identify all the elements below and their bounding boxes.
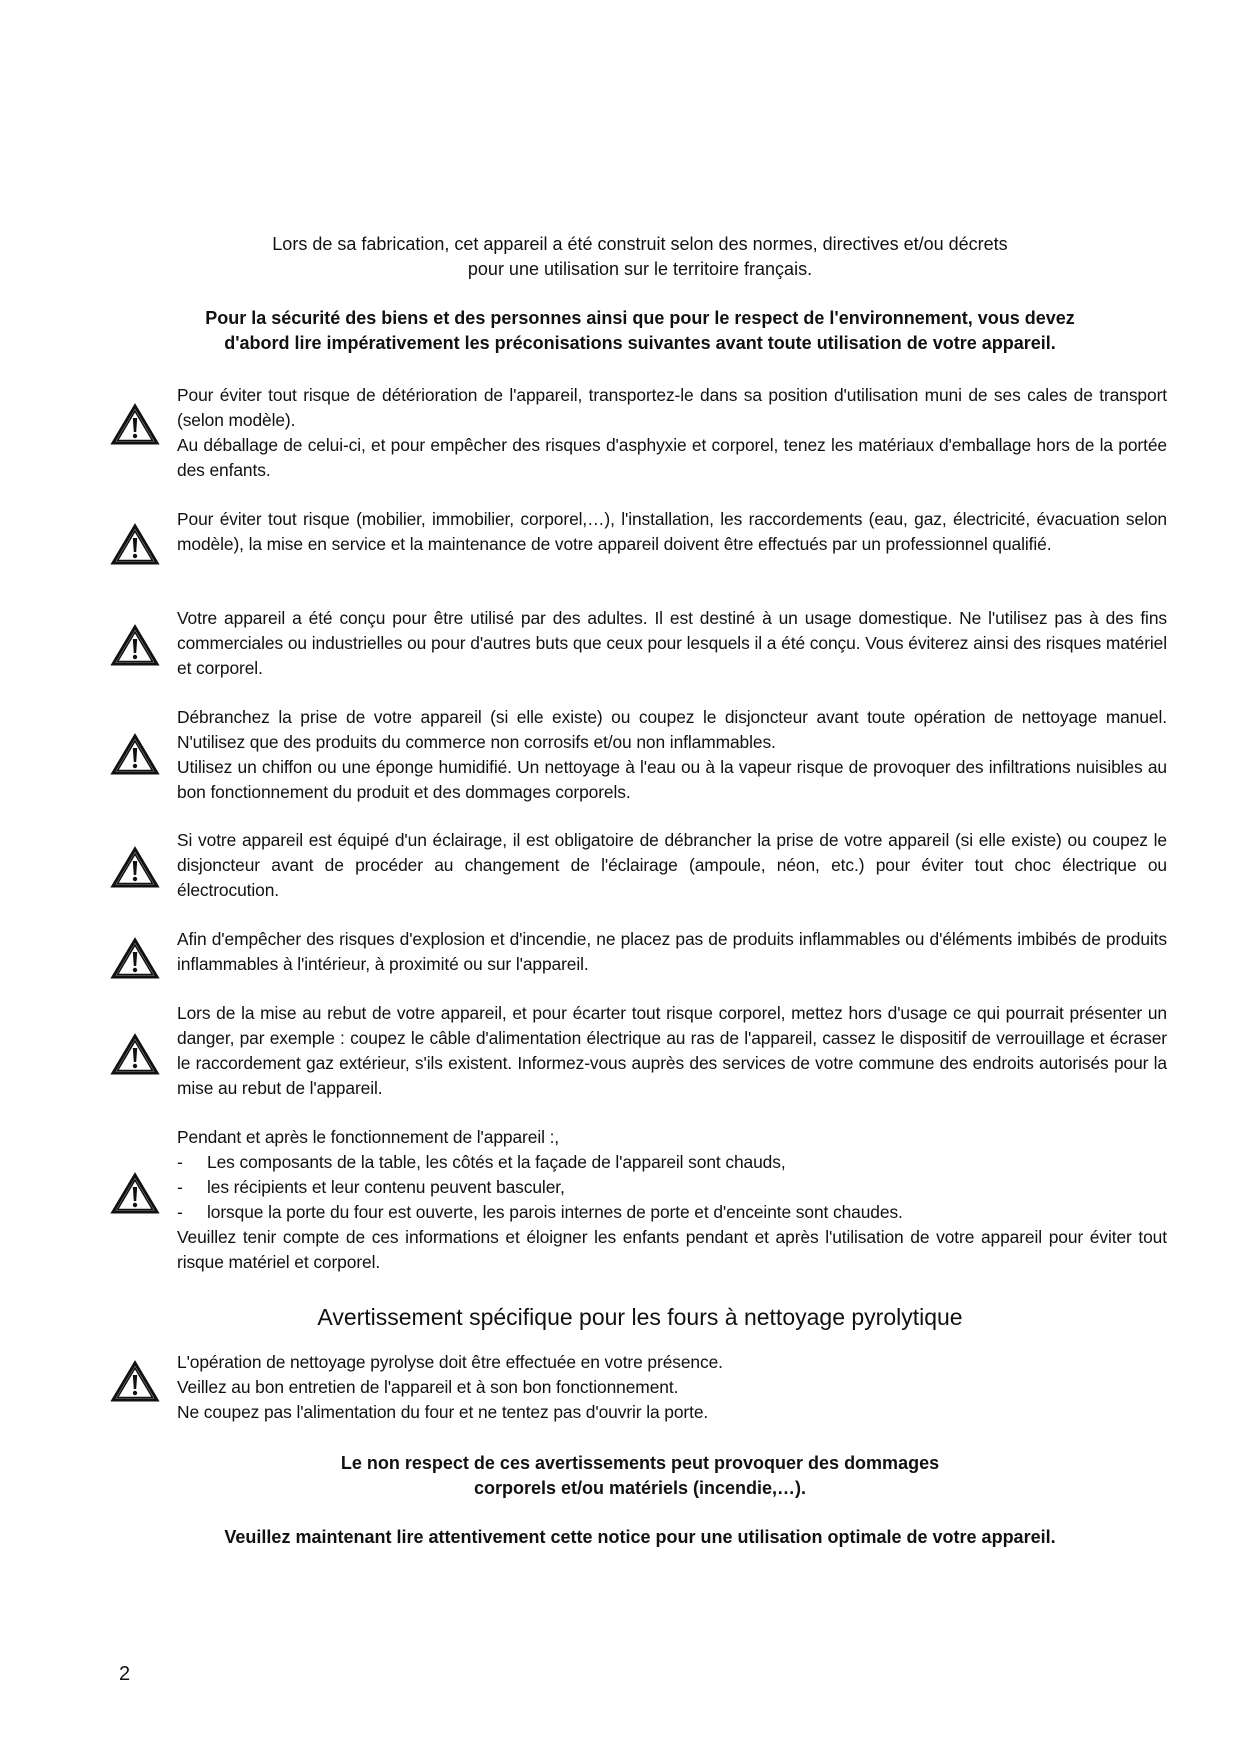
list-dash: - [177, 1152, 183, 1172]
warning-line: Veuillez tenir compte de ces informations et éloigner les enfants pendant et après l'utilisation de votre appareil pour éviter tout risque matériel et corporel. [177, 1227, 1167, 1272]
warning-triangle-icon [110, 523, 160, 567]
closing-notice-line-2: corporels et/ou matériels (incendie,…). [473, 1478, 807, 1498]
list-item-text: lorsque la porte du four est ouverte, les parois internes de porte et d'enceinte sont chaudes. [207, 1202, 903, 1222]
pyrolytic-line: Veillez au bon entretien de l'appareil et à son bon fonctionnement. [177, 1377, 679, 1397]
final-notice-text: Veuillez maintenant lire attentivement cette notice pour une utilisation optimale de votre appareil. [224, 1527, 1056, 1547]
warning-line: Pour éviter tout risque de détérioration de l'appareil, transportez-le dans sa position d'utilisation muni de ses cales de transport (selon modèle). [177, 385, 1167, 430]
warning-line: Pour éviter tout risque (mobilier, immobilier, corporel,…), l'installation, les raccordements (eau, gaz, électricité, évacuation selon modèle), la mise en service et la maintenance de votre appareil doivent être effectués par un professionnel qualifié. [177, 509, 1167, 554]
safety-notice-line-1: Pour la sécurité des biens et des personnes ainsi que pour le respect de l'environnement, vous devez [205, 308, 1075, 328]
warning-line: Si votre appareil est équipé d'un éclairage, il est obligatoire de débrancher la prise de votre appareil (si elle existe) ou coupez le disjoncteur avant de procéder au changement de l'éclairage (ampoule, néon, etc.) pour éviter tout choc électrique ou électrocution. [177, 830, 1167, 900]
warning-text [177, 705, 1167, 805]
warning-text [177, 507, 1167, 557]
warning-text [177, 606, 1167, 681]
warning-triangle-icon [110, 937, 160, 981]
list-item-text: les récipients et leur contenu peuvent basculer, [207, 1177, 565, 1197]
warning-line: Pendant et après le fonctionnement de l'appareil :, [177, 1127, 560, 1147]
warning-triangle-icon [110, 1360, 160, 1404]
warning-triangle-icon [110, 1033, 160, 1077]
pyrolytic-line: Ne coupez pas l'alimentation du four et ne tentez pas d'ouvrir la porte. [177, 1402, 709, 1422]
list-dash: - [177, 1177, 183, 1197]
warning-line: Utilisez un chiffon ou une éponge humidifié. Un nettoyage à l'eau ou à la vapeur risque de provoquer des infiltrations nuisibles au bon fonctionnement du produit et des dommages corporels. [177, 757, 1167, 802]
intro-line-1: Lors de sa fabrication, cet appareil a été construit selon des normes, directives et/ou décrets [272, 234, 1008, 254]
warning-triangle-icon [110, 846, 160, 890]
safety-notice-line-2: d'abord lire impérativement les préconisations suivantes avant toute utilisation de votre appareil. [224, 333, 1056, 353]
closing-notice-line-1: Le non respect de ces avertissements peut provoquer des dommages [340, 1453, 940, 1473]
warning-triangle-icon [110, 624, 160, 668]
warning-text [177, 1001, 1167, 1101]
list-item [177, 1150, 1167, 1175]
warning-triangle-icon [110, 733, 160, 777]
warning-text [177, 1125, 1167, 1275]
intro-line-2: pour une utilisation sur le territoire français. [467, 259, 813, 279]
warning-line: Votre appareil a été conçu pour être utilisé par des adultes. Il est destiné à un usage domestique. Ne l'utilisez pas à des fins commerciales ou industrielles ou pour d'autres buts que ceux pour lesquels il a été conçu. Vous éviterez ainsi des risques matériel et corporel. [177, 608, 1167, 678]
warning-text [177, 383, 1167, 483]
warning-text [177, 828, 1167, 903]
warning-line: Afin d'empêcher des risques d'explosion et d'incendie, ne placez pas de produits inflammables ou d'éléments imbibés de produits inflammables à l'intérieur, à proximité ou sur l'appareil. [177, 929, 1167, 974]
list-dash: - [177, 1202, 183, 1222]
intro-paragraph [120, 232, 1160, 282]
safety-notice [120, 306, 1160, 356]
pyrolytic-text [177, 1350, 1167, 1425]
warning-text [177, 927, 1167, 977]
warning-line: Débranchez la prise de votre appareil (si elle existe) ou coupez le disjoncteur avant toute opération de nettoyage manuel. N'utilisez que des produits du commerce non corrosifs et/ou non inflammables. [177, 707, 1167, 752]
pyrolytic-line: L'opération de nettoyage pyrolyse doit être effectuée en votre présence. [177, 1352, 723, 1372]
list-item-text: Les composants de la table, les côtés et la façade de l'appareil sont chauds, [207, 1152, 786, 1172]
page-number: 2 [119, 1663, 131, 1685]
warning-triangle-icon [110, 403, 160, 447]
list-item [177, 1175, 1167, 1200]
pyrolytic-heading: Avertissement spécifique pour les fours à nettoyage pyrolytique [317, 1304, 963, 1330]
warning-line: Lors de la mise au rebut de votre appareil, et pour écarter tout risque corporel, mettez hors d'usage ce qui pourrait présenter un danger, par exemple : coupez le câble d'alimentation électrique au ras de l'appareil, cassez le dispositif de verrouillage et écraser le raccordement gaz extérieur, s'ils existent. Informez-vous auprès des services de votre commune des endroits autorisés pour la mise au rebut de l'appareil. [177, 1003, 1167, 1098]
warning-line: Au déballage de celui-ci, et pour empêcher des risques d'asphyxie et corporel, tenez les matériaux d'emballage hors de la portée des enfants. [177, 435, 1167, 480]
warning-triangle-icon [110, 1172, 160, 1216]
final-notice [120, 1525, 1160, 1550]
list-item [177, 1200, 1167, 1225]
closing-notice [120, 1451, 1160, 1501]
